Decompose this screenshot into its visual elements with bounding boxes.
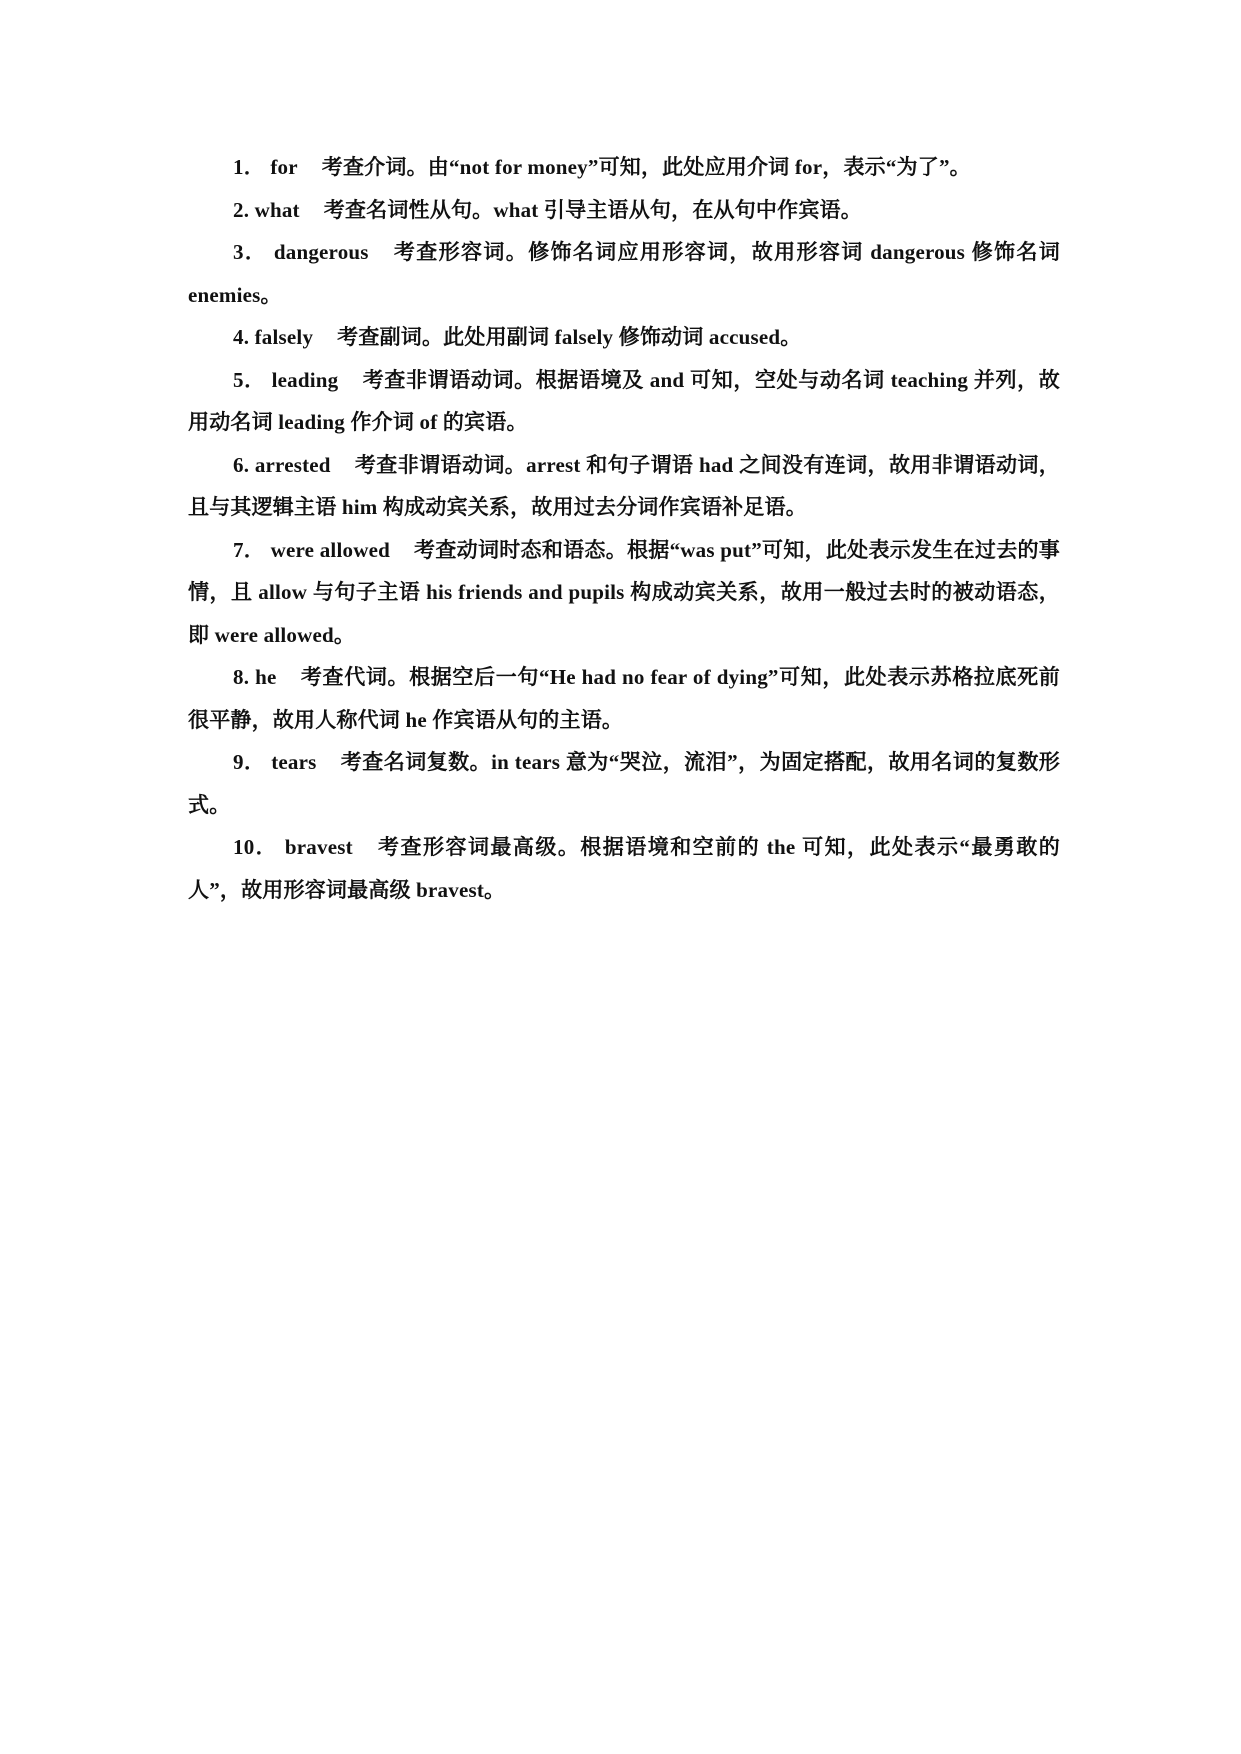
item-answer: arrested: [254, 452, 331, 477]
answer-key: [188, 146, 1060, 911]
item-number: 3．: [233, 240, 268, 264]
answer-item-5: [188, 359, 1060, 444]
item-number: 7．: [233, 537, 266, 562]
item-answer: he: [255, 665, 277, 689]
item-answer: tears: [271, 750, 317, 774]
item-answer: leading: [271, 367, 339, 392]
answer-item-1: [188, 146, 1060, 189]
item-number: 10．: [233, 835, 279, 859]
item-number: 9．: [233, 750, 266, 774]
item-number: 8.: [233, 665, 250, 689]
item-answer: for: [270, 155, 298, 179]
item-answer: what: [254, 197, 300, 222]
item-explanation: 考查非谓语动词。根据语境及 and 可知，空处与动名词 teaching 并列，故用动名词 leading 作介词 of 的宾语。: [188, 367, 1060, 434]
item-number: 5．: [233, 367, 266, 392]
item-answer: bravest: [284, 835, 353, 859]
item-answer: falsely: [254, 325, 314, 349]
answer-item-6: [188, 444, 1060, 529]
answer-item-9: [188, 741, 1060, 826]
answer-item-2: [188, 189, 1060, 232]
item-explanation: 考查副词。此处用副词 falsely 修饰动词 accused。: [337, 325, 802, 349]
item-number: 4.: [233, 325, 250, 349]
answer-item-7: [188, 529, 1060, 657]
item-explanation: 考查名词复数。in tears 意为“哭泣，流泪”，为固定搭配，故用名词的复数形式。: [188, 750, 1061, 817]
item-number: 1．: [233, 155, 265, 179]
answer-item-10: [188, 826, 1060, 911]
item-number: 6.: [233, 452, 250, 477]
answer-item-8: [188, 656, 1060, 741]
item-explanation: 考查动词时态和语态。根据“was put”可知，此处表示发生在过去的事情，且 allow 与句子主语 his friends and pupils 构成动宾关系，故用一般过去时的被动语态，即 were allowed。: [188, 537, 1061, 647]
item-explanation: 考查代词。根据空后一句“He had no fear of dying”可知，此处表示苏格拉底死前很平静，故用人称代词 he 作宾语从句的主语。: [188, 665, 1061, 732]
item-answer: were allowed: [270, 537, 390, 562]
item-explanation: 考查介词。由“not for money”可知，此处应用介词 for，表示“为了”。: [321, 155, 971, 179]
answer-item-4: [188, 316, 1060, 359]
answer-item-3: [188, 231, 1060, 316]
item-explanation: 考查名词性从句。what 引导主语从句，在从句中作宾语。: [323, 197, 862, 222]
item-answer: dangerous: [273, 240, 369, 264]
item-number: 2.: [233, 197, 250, 222]
item-explanation: 考查非谓语动词。arrest 和句子谓语 had 之间没有连词，故用非谓语动词，且与其逻辑主语 him 构成动宾关系，故用过去分词作宾语补足语。: [188, 452, 1061, 519]
item-explanation: 考查形容词最高级。根据语境和空前的 the 可知，此处表示“最勇敢的人”，故用形容词最高级 bravest。: [188, 835, 1061, 902]
item-explanation: 考查形容词。修饰名词应用形容词，故用形容词 dangerous 修饰名词 enemies。: [188, 240, 1060, 307]
